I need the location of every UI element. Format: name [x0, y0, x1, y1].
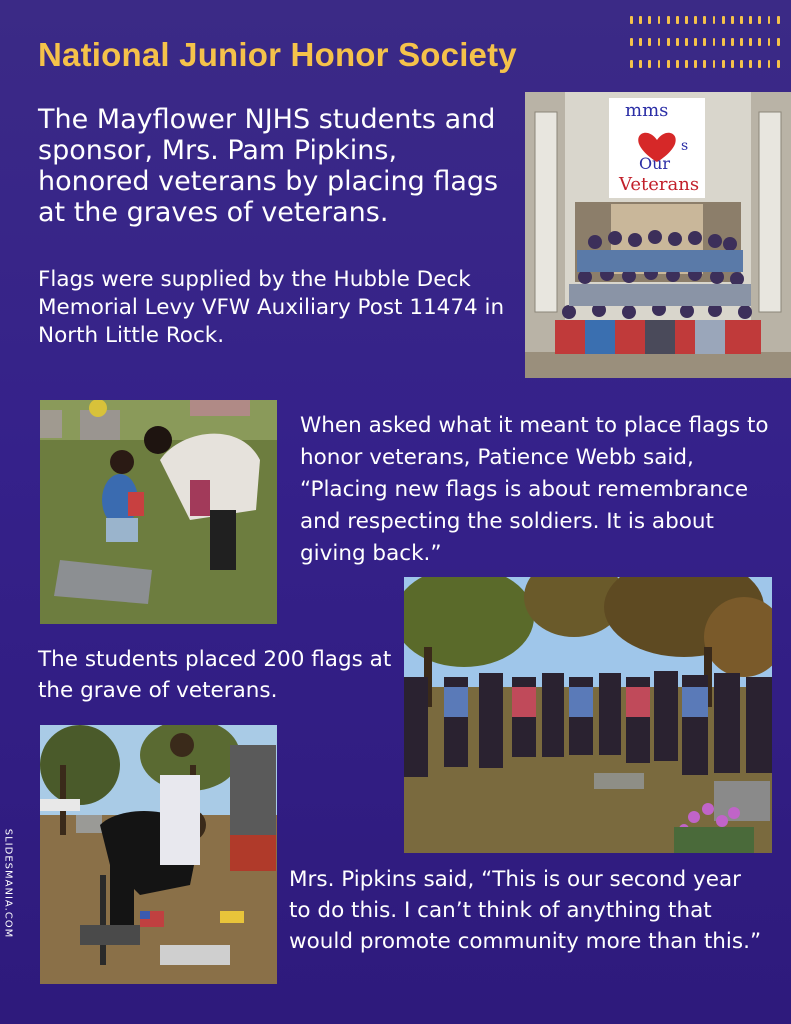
students-placed-paragraph: The students placed 200 flags at the grave of veterans. — [38, 647, 392, 703]
lead-paragraph: The Mayflower NJHS students and sponsor, Mrs. Pam Pipkins, honored veterans by placing flags at the graves of veterans. — [38, 104, 499, 228]
patience-quote-paragraph: When asked what it meant to place flags to honor veterans, Patience Webb said, “Placing new flags is about remembrance and respecting the soldiers. It is about giving back.” — [300, 413, 769, 566]
photo-placing-flag — [40, 400, 277, 624]
banner-line2: s — [681, 138, 689, 154]
photo-boy-placing-flag — [40, 725, 277, 984]
group-photo-hallway — [525, 92, 791, 378]
pipkins-quote-paragraph: Mrs. Pipkins said, “This is our second year to do this. I can’t think of anything that would promote community more than this.” — [289, 867, 762, 954]
banner-line3: Our — [639, 154, 671, 173]
side-credit: SLIDESMANIA.COM — [2, 828, 14, 939]
flags-supplied-paragraph: Flags were supplied by the Hubble Deck Memorial Levy VFW Auxiliary Post 11474 in North Little Rock. — [38, 267, 505, 348]
banner-line4: Veterans — [619, 174, 700, 195]
banner-line1: mms — [625, 100, 669, 121]
decorative-dots — [630, 16, 786, 76]
photo-group-cemetery — [404, 577, 772, 853]
page-title: National Junior Honor Society — [38, 36, 517, 73]
